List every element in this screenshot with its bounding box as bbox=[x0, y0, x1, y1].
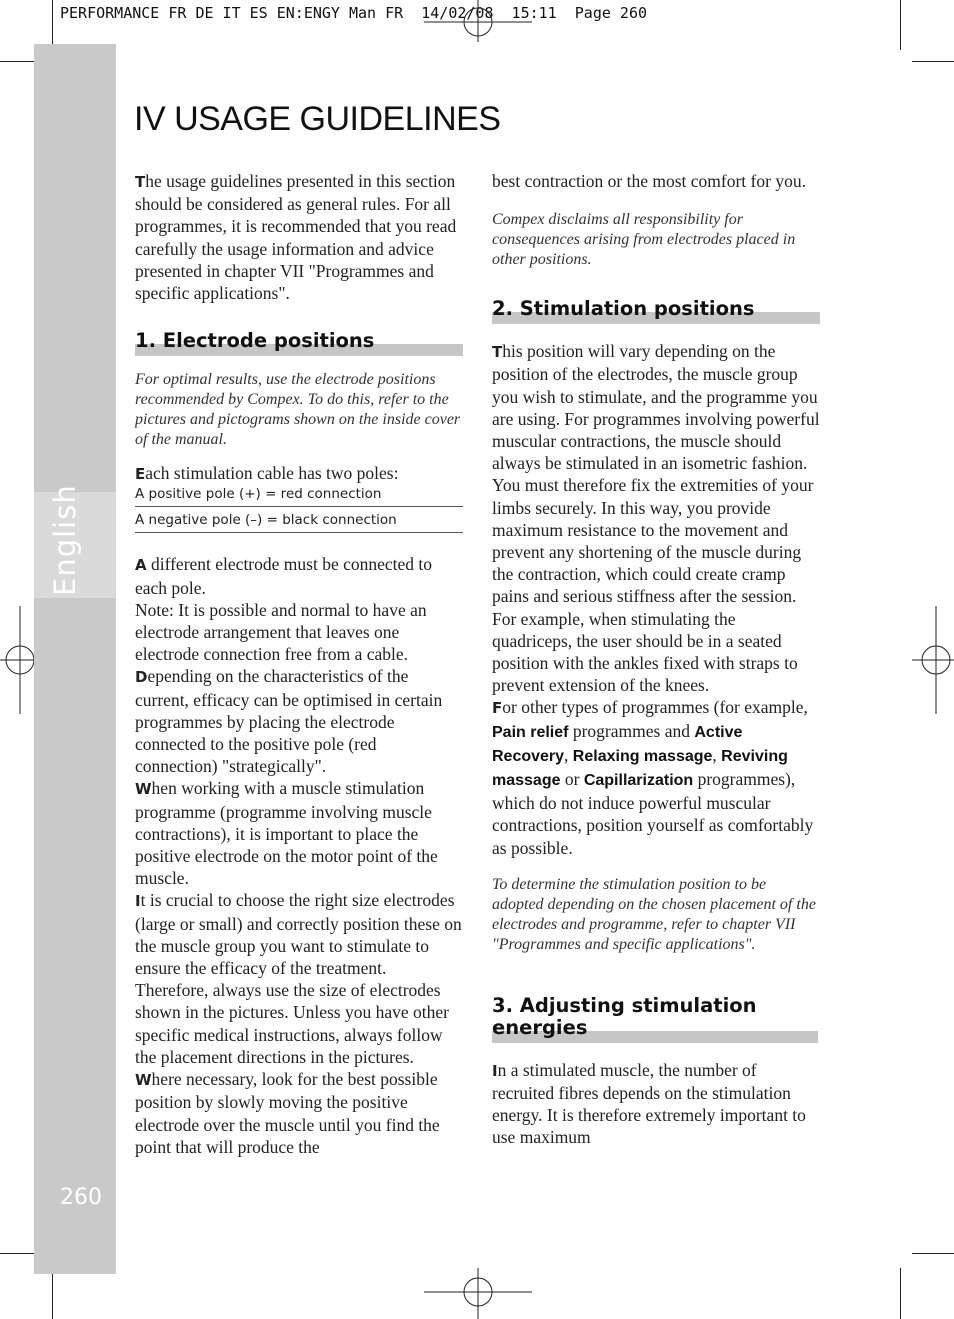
registration-mark-icon bbox=[424, 1268, 532, 1319]
crop-mark bbox=[52, 0, 53, 50]
registration-mark-icon bbox=[912, 606, 954, 714]
paragraph: For other types of programmes (for example, Pain relief programmes and Active Recovery, Relaxing massage, Reviving massage or Capillarization programmes), which do not induce powerful muscular contractions, position yourself as comfortably as possible. bbox=[492, 697, 814, 858]
programme-name: Capillarization bbox=[583, 772, 694, 790]
language-label: English bbox=[48, 484, 82, 596]
crop-mark bbox=[900, 0, 901, 50]
paragraph: Where necessary, look for the best possible position by slowly moving the positive electrode over the muscle until you find the point that will produce the bbox=[135, 1069, 440, 1157]
disclaimer-note: Compex disclaims all responsibility for consequences arising from electrodes placed in other positions. bbox=[492, 211, 796, 269]
poles-intro: Each stimulation cable has two poles: bbox=[135, 463, 399, 484]
crop-mark bbox=[912, 1253, 954, 1254]
crop-mark bbox=[52, 1268, 53, 1319]
stimulation-note: To determine the stimulation position to be adopted depending on the chosen placement of the electrodes and programme, refer to chapter VII "Programmes and specific applications". bbox=[492, 875, 816, 953]
electrode-note: For optimal results, use the electrode positions recommended by Compex. To do this, refer to the pictures and pictograms shown on the inside cover of the manual. bbox=[135, 371, 461, 449]
print-slug: PERFORMANCE FR DE IT ES EN:ENGY Man FR 14/02/08 15:11 Page 260 bbox=[60, 4, 647, 22]
pole-positive: A positive pole (+) = red connection bbox=[135, 485, 463, 507]
programme-name: Reviving massage bbox=[492, 747, 788, 790]
section-heading-adjusting-energies: 3. Adjusting stimulation energies bbox=[492, 995, 792, 1039]
sidebar-band bbox=[34, 44, 116, 1274]
left-column bbox=[135, 170, 463, 1158]
paragraph: In a stimulated muscle, the number of recruited fibres depends on the stimulation energy. It is therefore extremely important to use maximum bbox=[492, 1059, 806, 1148]
paragraph: Depending on the characteristics of the current, efficacy can be optimised in certain programmes by placing the electrode connected to the positive pole (red connection) "strategically". bbox=[135, 666, 443, 777]
page-number: 260 bbox=[60, 1185, 102, 1210]
programme-name: Active Recovery bbox=[492, 723, 743, 765]
section-heading-stimulation-positions: 2. Stimulation positions bbox=[492, 298, 820, 320]
intro-paragraph: The usage guidelines presented in this section should be considered as general rules. For all programmes, it is recommended that you read carefully the usage information and advice presented in chapter VII "Programmes and specific applications". bbox=[135, 171, 457, 304]
programme-name: Pain relief bbox=[492, 723, 569, 741]
page-title: IV USAGE GUIDELINES bbox=[134, 100, 501, 138]
crop-mark bbox=[900, 1268, 901, 1319]
programme-name: Relaxing massage bbox=[572, 747, 713, 765]
crop-mark bbox=[912, 61, 954, 62]
section-heading-electrode-positions: 1. Electrode positions bbox=[135, 330, 463, 352]
paragraph: Note: It is possible and normal to have an electrode arrangement that leaves one electrode connection free from a cable. bbox=[135, 599, 427, 665]
paragraph: When working with a muscle stimulation programme (programme involving muscle contractions), it is important to place the positive electrode on the motor point of the muscle. bbox=[135, 778, 438, 889]
paragraph: This position will vary depending on the position of the electrodes, the muscle group you wish to stimulate, and the programme you are using. For programmes involving powerful muscular contractions, the muscle should always be stimulated in an isometric fashion. You must therefore fix the extremities of your limbs securely. In this way, you provide maximum resistance to the movement and prevent any shortening of the muscle during the contraction, which could create cramp pains and serious stiffness after the session. For example, when stimulating the quadriceps, the user should be in a seated position with the ankles fixed with straps to prevent extension of the knees. bbox=[492, 341, 820, 696]
registration-mark-icon bbox=[424, 0, 532, 42]
paragraph: best contraction or the most comfort for you. bbox=[492, 171, 806, 191]
paragraph: A different electrode must be connected to each pole. bbox=[135, 554, 433, 598]
pole-negative: A negative pole (–) = black connection bbox=[135, 507, 463, 533]
paragraph: It is crucial to choose the right size electrodes (large or small) and correctly position these on the muscle group you want to stimulate to ensure the efficacy of the treatment. Therefore, always use the size of electrodes shown in the pictures. Unless you have other specific medical instructions, always follow the placement directions in the pictures. bbox=[135, 890, 462, 1067]
right-column bbox=[492, 170, 820, 1149]
